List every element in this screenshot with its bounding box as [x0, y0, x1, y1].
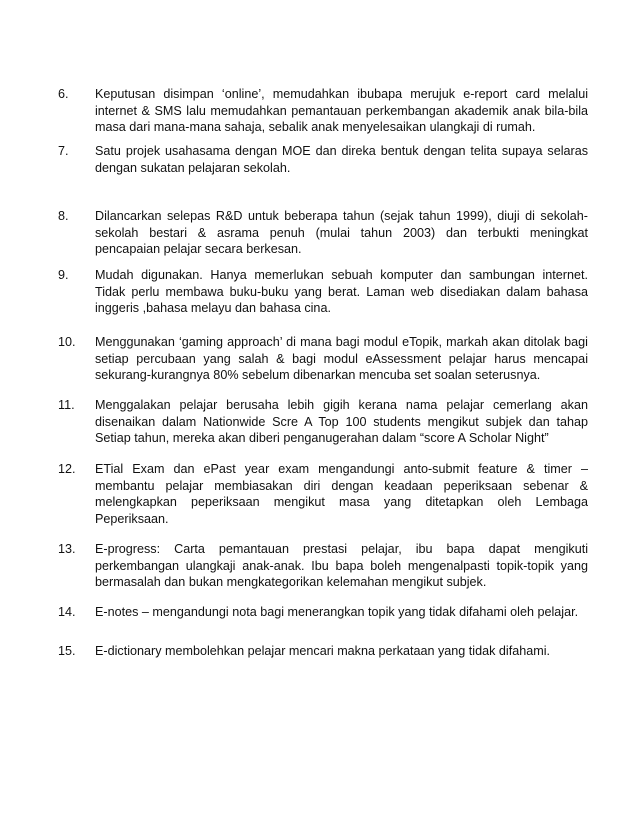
- text-line: disenaikan dalam Nationwide Scre A Top 100 students mengikut subjek dan tahap: [95, 414, 588, 429]
- item-text: [95, 143, 588, 176]
- text-line: Menggalakan pelajar berusaha lebih gigih kerana nama pelajar cemerlang akan: [95, 398, 588, 412]
- text-line: dengan sukatan pelajaran sekolah.: [95, 160, 291, 175]
- item-text: [95, 267, 588, 317]
- item-number: 15.: [58, 644, 76, 658]
- item-number: 14.: [58, 605, 76, 619]
- text-line: Satu projek usahasama dengan MOE dan direka bentuk dengan telita supaya selaras: [95, 144, 588, 158]
- list-item-15: [58, 643, 588, 660]
- item-text: [95, 604, 588, 621]
- text-line: E-progress: Carta pemantauan prestasi pelajar, ibu bapa dapat mengikuti: [95, 542, 588, 556]
- list-item-8: [58, 208, 588, 258]
- text-line: melengkapkan peperiksaan mengikut masa yang ditetapkan oleh Lembaga: [95, 495, 588, 509]
- text-line: E-dictionary membolehkan pelajar mencari makna perkataan yang tidak difahami.: [95, 644, 551, 658]
- item-number: 13.: [58, 542, 76, 556]
- list-item-10: [58, 334, 588, 384]
- item-number: 7.: [58, 144, 69, 158]
- text-line: Menggunakan ‘gaming approach’ di mana bagi modul eTopik, markah akan ditolak bagi: [95, 335, 588, 349]
- text-line: sekurang-kurangnya 80% sebelum dibenarkan mencuba set soalan seterusnya.: [95, 368, 541, 382]
- text-line: sekolah bestari & asrama penuh (mulai tahun 2003) dan terbukti meningkat: [95, 225, 588, 240]
- item-number: 9.: [58, 268, 69, 282]
- list-item-6: [58, 86, 588, 136]
- list-item-11: [58, 397, 588, 447]
- text-line: Keputusan disimpan ‘online’, memudahkan ibubapa merujuk e-report card melalui: [95, 87, 588, 101]
- text-line: ETial Exam dan ePast year exam mengandungi anto-submit feature & timer –: [95, 462, 588, 476]
- item-number: 10.: [58, 335, 76, 349]
- text-line: Dilancarkan selepas R&D untuk beberapa tahun (sejak tahun 1999), diuji di sekolah-: [95, 209, 588, 223]
- item-text: [95, 461, 588, 527]
- item-text: [95, 86, 588, 136]
- text-line: Tidak perlu membawa buku-buku yang berat. Laman web disediakan dalam bahasa: [95, 284, 588, 299]
- text-line: inggeris ,bahasa melayu dan bahasa cina.: [95, 301, 331, 315]
- text-line: Setiap tahun, mereka akan diberi penganugerahan dalam “score A Scholar Night”: [95, 431, 549, 445]
- text-line: pencapaian pelajar secara berkesan.: [95, 242, 302, 256]
- item-text: [95, 208, 588, 258]
- text-line: E-notes – mengandungi nota bagi menerangkan topik yang tidak difahami oleh pelajar.: [95, 605, 579, 619]
- text-line: Peperiksaan.: [95, 511, 169, 526]
- item-number: 8.: [58, 209, 69, 223]
- list-item-12: [58, 461, 588, 527]
- item-text: [95, 643, 588, 660]
- list-item-14: [58, 604, 588, 621]
- text-line: bermasalah dan bukan mengkategorikan kelemahan mengikut subjek.: [95, 575, 487, 589]
- text-line: masa dari mana-mana sahaja, sebalik anak menyelesaikan ulangkaji di rumah.: [95, 120, 536, 134]
- item-text: [95, 541, 588, 591]
- text-line: internet & SMS lalu memudahkan pemantauan perkembangan akademik anak bila-bila: [95, 103, 588, 118]
- text-line: setiap percubaan yang salah & bagi modul eAssessment pelajar harus mencapai: [95, 351, 588, 366]
- item-number: 6.: [58, 87, 69, 101]
- item-text: [95, 397, 588, 447]
- text-line: Mudah digunakan. Hanya memerlukan sebuah komputer dan sambungan internet.: [95, 268, 588, 282]
- item-number: 12.: [58, 462, 76, 476]
- list-item-7: [58, 143, 588, 176]
- item-text: [95, 334, 588, 384]
- list-item-9: [58, 267, 588, 317]
- text-line: membantu pelajar membiasakan diri dengan keadaan peperiksaan sebenar &: [95, 478, 588, 493]
- item-number: 11.: [58, 398, 75, 412]
- list-item-13: [58, 541, 588, 591]
- text-line: perkembangan ulangkaji anak-anak. Ibu bapa boleh mengenalpasti topik-topik yang: [95, 558, 588, 573]
